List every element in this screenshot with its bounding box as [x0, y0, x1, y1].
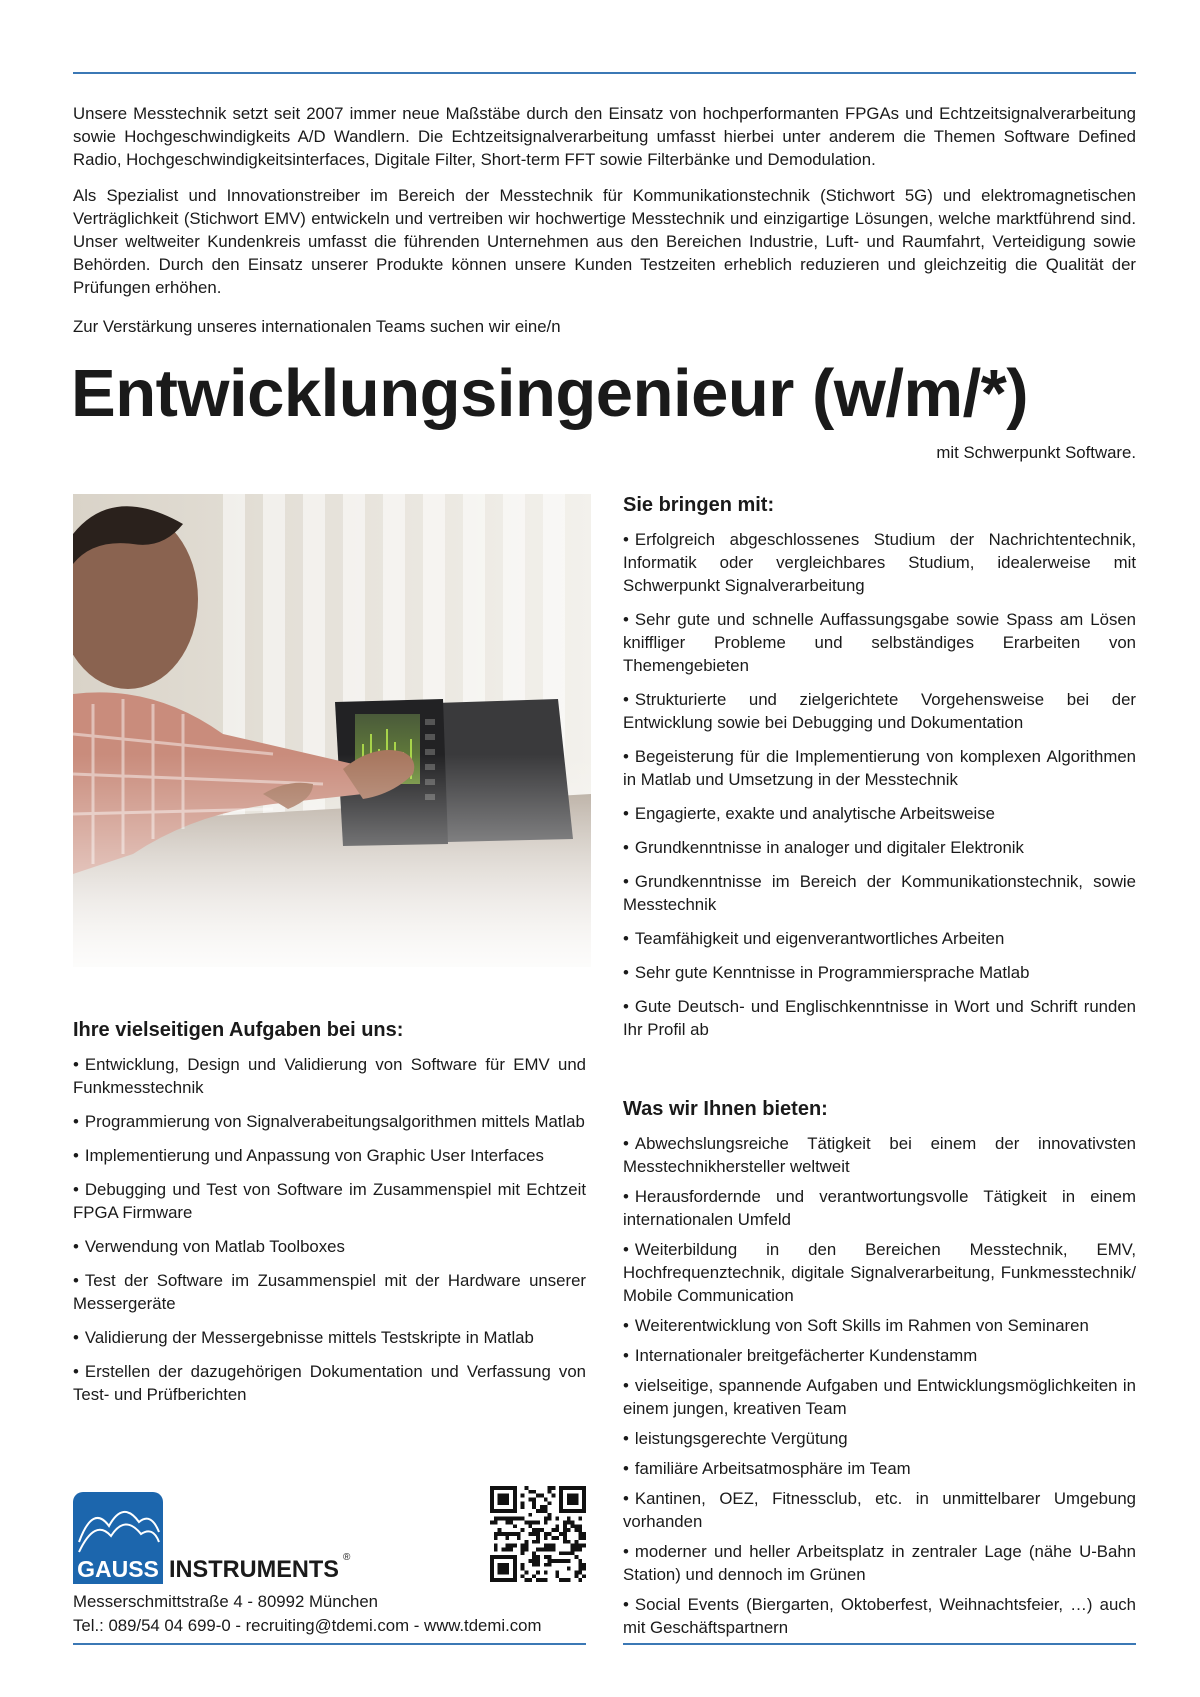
bullet-icon: •: [623, 747, 629, 766]
bullet-icon: •: [73, 1146, 79, 1165]
list-item: • Weiterentwicklung von Soft Skills im Rahmen von Seminaren: [623, 1316, 1089, 1335]
registered-mark-icon: ®: [343, 1552, 351, 1563]
bullet-icon: •: [73, 1055, 79, 1074]
list-item: • Internationaler breitgefächerter Kundenstamm: [623, 1346, 978, 1365]
job-subtitle: mit Schwerpunkt Software.: [936, 443, 1136, 462]
list-item: • vielseitige, spannende Aufgaben und Entwicklungsmöglichkeiten in einem jungen, kreativen Team: [623, 1376, 1136, 1418]
list-item: • Verwendung von Matlab Toolboxes: [73, 1237, 345, 1256]
list-item: • Abwechslungsreiche Tätigkeit bei einem der innovativsten Messtechnikhersteller weltweit: [623, 1134, 1136, 1176]
bullet-icon: •: [73, 1237, 79, 1256]
list-item: • Erstellen der dazugehörigen Dokumentation und Verfassung von Test- und Prüfberichten: [73, 1362, 586, 1404]
qr-code-icon: [490, 1486, 586, 1582]
list-item: • Sehr gute und schnelle Auffassungsgabe sowie Spass am Lösen kniffliger Probleme und selbständiges Erarbeiten von Themengebieten: [623, 610, 1136, 675]
requirements-heading: Sie bringen mit:: [623, 494, 775, 516]
bullet-icon: •: [623, 929, 629, 948]
intro-paragraph-2: Als Spezialist und Innovationstreiber im Bereich der Messtechnik für Kommunikationstechnik (Stichwort 5G) und elektromagnetischen Verträglichkeit (Stichwort EMV) entwickeln und vertreiben wir hochwertige Messtechnik und einzigartige Lösungen, welche marktführend sind. Unser weltweiter Kundenkreis umfasst die führenden Unternehmen aus den Bereichen Industrie, Luft- und Raumfahrt, Verteidigung sowie Behörden. Durch den Einsatz unserer Produkte können unsere Kunden Testzeiten erheblich reduzieren und gleichzeitig die Qualität der Prüfungen erhöhen.: [73, 186, 1136, 297]
bottom-divider-left: [73, 1643, 586, 1645]
list-item: • Implementierung und Anpassung von Graphic User Interfaces: [73, 1146, 544, 1165]
intro-paragraph-1: Unsere Messtechnik setzt seit 2007 immer neue Maßstäbe durch den Einsatz von hochperformanten FPGAs und Echtzeitsignalverarbeitung sowie Hochgeschwindigkeits A/D Wandlern. Die Echtzeitsignalverarbeitung umfasst hierbei unter anderem die Themen Software Defined Radio, Hochgeschwindigkeitsinterfaces, Digitale Filter, Short-term FFT sowie Filterbänke und Demodulation.: [73, 104, 1136, 169]
bullet-icon: •: [623, 1376, 629, 1395]
bullet-icon: •: [73, 1180, 79, 1199]
list-item: • familiäre Arbeitsatmosphäre im Team: [623, 1459, 911, 1478]
bullet-icon: •: [623, 1542, 629, 1561]
list-item: • Kantinen, OEZ, Fitnessclub, etc. in unmittelbarer Umgebung vorhanden: [623, 1489, 1136, 1531]
gauss-instruments-logo: [73, 1492, 363, 1584]
benefits-list: [623, 1132, 1136, 1639]
top-divider: [73, 72, 1136, 74]
job-title: Entwicklungsingenieur (w/m/*): [71, 356, 1029, 431]
bullet-icon: •: [623, 872, 629, 891]
bullet-icon: •: [623, 1187, 629, 1206]
bullet-icon: •: [73, 1271, 79, 1290]
bullet-icon: •: [623, 1595, 629, 1614]
contact-block: [73, 1590, 541, 1638]
benefits-section: [623, 1096, 1136, 1646]
bullet-icon: •: [623, 804, 629, 823]
list-item: • Weiterbildung in den Bereichen Messtechnik, EMV, Hochfrequenztechnik, digitale Signalverarbeitung, Funkmesstechnik/ Mobile Communication: [623, 1240, 1136, 1305]
bullet-icon: •: [623, 1240, 629, 1259]
list-item: • Grundkenntnisse in analoger und digitaler Elektronik: [623, 838, 1024, 857]
bullet-icon: •: [623, 1459, 629, 1478]
qr-code[interactable]: [490, 1486, 586, 1582]
requirements-list: [623, 528, 1136, 1041]
list-item: • Erfolgreich abgeschlossenes Studium der Nachrichtentechnik, Informatik oder vergleichbares Studium, idealerweise mit Schwerpunkt Signalverarbeitung: [623, 530, 1136, 595]
bottom-divider-right: [623, 1643, 1136, 1645]
logo-mark-icon: [73, 1492, 363, 1584]
bullet-icon: •: [73, 1328, 79, 1347]
bullet-icon: •: [73, 1362, 79, 1381]
bullet-icon: •: [73, 1112, 79, 1131]
bullet-icon: •: [623, 1429, 629, 1448]
bullet-icon: •: [623, 838, 629, 857]
requirements-section: [623, 492, 1136, 1052]
intro-paragraph-3: Zur Verstärkung unseres internationalen Teams suchen wir eine/n: [73, 317, 561, 336]
list-item: • Programmierung von Signalverabeitungsalgorithmen mittels Matlab: [73, 1112, 585, 1131]
bullet-icon: •: [623, 963, 629, 982]
benefits-heading: Was wir Ihnen bieten:: [623, 1098, 828, 1120]
bullet-icon: •: [623, 1346, 629, 1365]
list-item: • Begeisterung für die Implementierung von komplexen Algorithmen in Matlab und Umsetzung in der Messtechnik: [623, 747, 1136, 789]
tasks-section: [73, 1017, 586, 1417]
engineer-photo: [73, 494, 591, 967]
engineer-photo-illustration: [73, 494, 591, 967]
list-item: • moderner und heller Arbeitsplatz in zentraler Lage (nähe U-Bahn Station) und dennoch im Grünen: [623, 1542, 1136, 1584]
bullet-icon: •: [623, 1316, 629, 1335]
tasks-list: [73, 1053, 586, 1406]
list-item: • Teamfähigkeit und eigenverantwortliches Arbeiten: [623, 929, 1005, 948]
company-address: Messerschmittstraße 4 - 80992 München: [73, 1592, 378, 1611]
list-item: • Grundkenntnisse im Bereich der Kommunikationstechnik, sowie Messtechnik: [623, 872, 1136, 914]
logo-word-gauss: GAUSS: [77, 1556, 159, 1582]
bullet-icon: •: [623, 997, 629, 1016]
list-item: • Gute Deutsch- und Englischkenntnisse in Wort und Schrift runden Ihr Profil ab: [623, 997, 1136, 1039]
bullet-icon: •: [623, 610, 629, 629]
list-item: • Entwicklung, Design und Validierung von Software für EMV und Funkmesstechnik: [73, 1055, 586, 1097]
list-item: • Debugging und Test von Software im Zusammenspiel mit Echtzeit FPGA Firmware: [73, 1180, 586, 1222]
list-item: • Engagierte, exakte und analytische Arbeitsweise: [623, 804, 995, 823]
list-item: • Validierung der Messergebnisse mittels Testskripte in Matlab: [73, 1328, 534, 1347]
bullet-icon: •: [623, 1489, 629, 1508]
bullet-icon: •: [623, 690, 629, 709]
list-item: • Strukturierte und zielgerichtete Vorgehensweise bei der Entwicklung sowie bei Debugging und Dokumentation: [623, 690, 1136, 732]
bullet-icon: •: [623, 530, 629, 549]
logo-word-instruments: INSTRUMENTS: [169, 1556, 339, 1583]
list-item: • Social Events (Biergarten, Oktoberfest, Weihnachtsfeier, …) auch mit Geschäftspartnern: [623, 1595, 1136, 1637]
list-item: • leistungsgerechte Vergütung: [623, 1429, 848, 1448]
contact-line[interactable]: Tel.: 089/54 04 699-0 - recruiting@tdemi.com - www.tdemi.com: [73, 1616, 542, 1635]
list-item: • Test der Software im Zusammenspiel mit der Hardware unserer Messergeräte: [73, 1271, 586, 1313]
list-item: • Herausfordernde und verantwortungsvolle Tätigkeit in einem internationalen Umfeld: [623, 1187, 1136, 1229]
bullet-icon: •: [623, 1134, 629, 1153]
list-item: • Sehr gute Kenntnisse in Programmiersprache Matlab: [623, 963, 1030, 982]
tasks-heading: Ihre vielseitigen Aufgaben bei uns:: [73, 1019, 404, 1041]
